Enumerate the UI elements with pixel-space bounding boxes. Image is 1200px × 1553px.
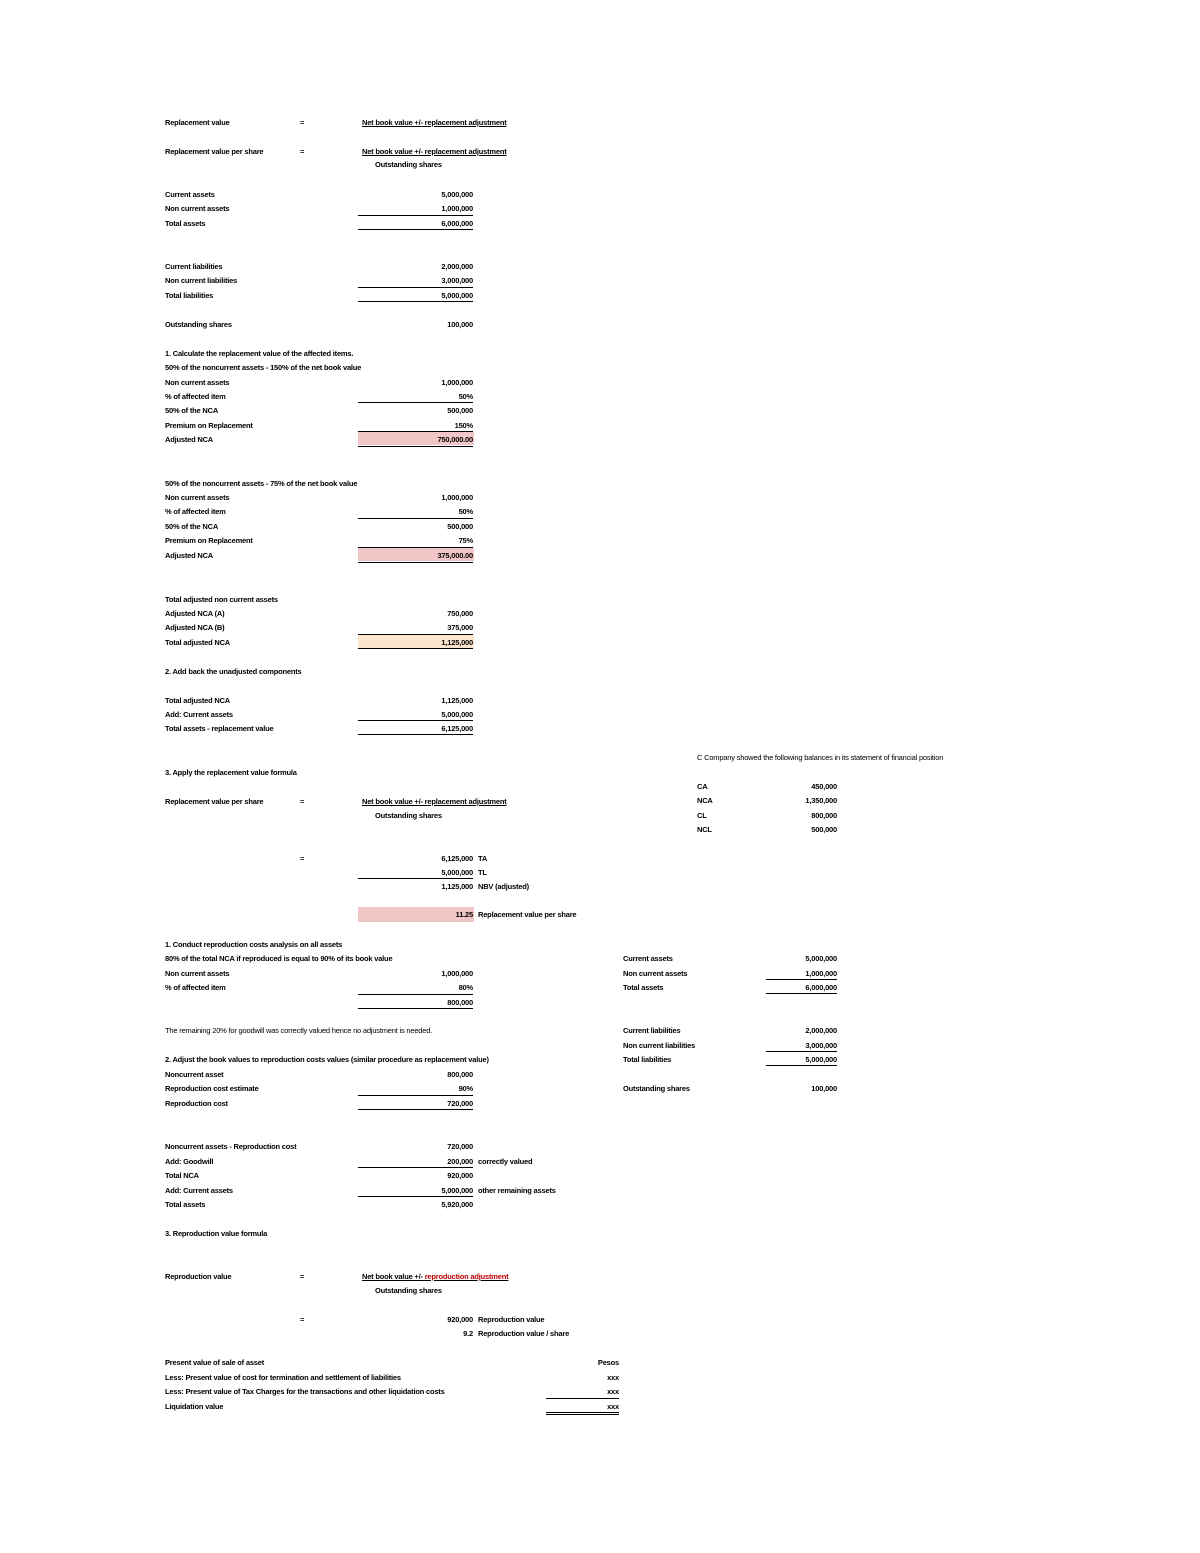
rule [358,648,473,649]
row-value: 75% [458,536,473,545]
numerator-text: Net book value +/- [362,1272,425,1281]
rule [358,431,473,432]
rule [358,1167,473,1168]
step3-title: 3. Apply the replacement value formula [165,768,297,777]
liq-label: Present value of sale of asset [165,1358,265,1367]
row-value: 1,000,000 [441,493,473,502]
os-label: Outstanding shares [165,320,232,329]
nca-label: Non current assets [165,204,230,213]
repro3-denominator: Outstanding shares [375,1286,442,1295]
row-label: Non current assets [165,969,230,978]
side-value: 3,000,000 [805,1041,837,1050]
row-label: Adjusted NCA [165,435,214,444]
side-label: Total liabilities [623,1055,672,1064]
row-note: other remaining assets [478,1186,556,1195]
result-value: 9.2 [463,1329,473,1338]
liq-label: Less: Present value of Tax Charges for the transactions and other liquidation costs [165,1387,445,1396]
row-label: Total adjusted NCA [165,638,231,647]
row-label: Reproduction cost estimate [165,1084,259,1093]
rule [766,1065,837,1066]
row-value: 750,000.00 [437,435,473,444]
liq-value: xxx [607,1373,619,1382]
equals-sign: = [300,854,305,863]
row-label: Non current assets [165,493,230,502]
row-label: 50% of the NCA [165,522,219,531]
row-label: Adjusted NCA (A) [165,609,225,618]
row-value: 375,000.00 [437,551,473,560]
row-label: Premium on Replacement [165,421,253,430]
liq-value: xxx [607,1387,619,1396]
side-value: 450,000 [811,782,837,791]
row-value: 80% [458,983,473,992]
rule [766,993,837,994]
row-label: Premium on Replacement [165,536,253,545]
rv-formula: Net book value +/- replacement adjustment [362,118,507,127]
row-label: Total assets [165,1200,206,1209]
rule [358,878,473,879]
row-value: 920,000 [447,1171,473,1180]
ta-label: Total assets [165,219,206,228]
row-label: % of affected item [165,507,226,516]
cl-label: Current liabilities [165,262,223,271]
side-value: 800,000 [811,811,837,820]
total-adjusted-title: Total adjusted non current assets [165,595,278,604]
tl-value: 5,000,000 [441,291,473,300]
row-label: Total assets - replacement value [165,724,274,733]
rule [358,734,473,735]
side-os-label: Outstanding shares [623,1084,690,1093]
step3-denominator: Outstanding shares [375,811,442,820]
row-label: % of affected item [165,392,226,401]
side-value: 5,000,000 [805,954,837,963]
equals-sign: = [300,797,305,806]
row-label: Noncurrent asset [165,1070,224,1079]
rvps-label: Replacement value per share [165,147,264,156]
row-value: 200,000 [447,1157,473,1166]
ta-value: 6,000,000 [441,219,473,228]
row-label: Non current assets [165,378,230,387]
result-value: 11.25 [455,910,473,919]
side-value: 5,000,000 [805,1055,837,1064]
calc-note: TL [478,868,487,877]
row-value: 50% [458,507,473,516]
rule [358,287,473,288]
result-label: Replacement value per share [478,910,577,919]
equals-sign: = [300,118,305,127]
row-value: 500,000 [447,406,473,415]
side-value: 2,000,000 [805,1026,837,1035]
repro3-numerator [362,1271,508,1282]
side-label: Current liabilities [623,1026,681,1035]
step1-title: 1. Calculate the replacement value of the affected items. [165,349,354,358]
row-label: Adjusted NCA (B) [165,623,225,632]
row-value: 1,000,000 [441,378,473,387]
rule [766,979,837,980]
side-label: Current assets [623,954,673,963]
row-value: 800,000 [447,1070,473,1079]
result-value: 920,000 [447,1315,473,1324]
rvps-denominator: Outstanding shares [375,160,442,169]
rule [358,562,473,563]
row-value: 500,000 [447,522,473,531]
rule [546,1412,619,1413]
rule [358,301,473,302]
row-value: 90% [458,1084,473,1093]
step3-numerator: Net book value +/- replacement adjustment [362,797,507,806]
row-value: 1,125,000 [441,696,473,705]
row-label: Reproduction cost [165,1099,228,1108]
rule [766,1051,837,1052]
pesos-header: Pesos [597,1358,619,1367]
calc-note: TA [478,854,488,863]
calc-note: NBV (adjusted) [478,882,529,891]
numerator-red-text: reproduction adjustment [424,1272,509,1281]
side-os-value: 100,000 [811,1084,837,1093]
repro1-sub: 80% of the total NCA if reproduced is equal to 90% of its book value [165,954,393,963]
rule [546,1398,619,1399]
row-value: 1,125,000 [441,638,473,647]
liq-label: Liquidation value [165,1402,224,1411]
row-value: 5,000,000 [441,710,473,719]
row-label: Total NCA [165,1171,199,1180]
row-label: Add: Current assets [165,1186,233,1195]
side-label: CA [697,782,708,791]
row-value: 50% [458,392,473,401]
liq-value: xxx [607,1402,619,1411]
step2-title: 2. Add back the unadjusted components [165,667,302,676]
row-label: Total adjusted NCA [165,696,231,705]
row-label: Add: Goodwill [165,1157,214,1166]
step1a-sub: 50% of the noncurrent assets - 150% of the net book value [165,363,362,372]
repro1-title: 1. Conduct reproduction costs analysis on all assets [165,940,343,949]
rule [358,229,473,230]
row-value: 6,125,000 [441,724,473,733]
side-label: Total assets [623,983,664,992]
rule [358,402,473,403]
nca-value: 1,000,000 [441,204,473,213]
side-value: 1,350,000 [805,796,837,805]
equals-sign: = [300,1315,305,1324]
repro1-note: The remaining 20% for goodwill was correctly valued hence no adjustment is needed. [165,1026,433,1035]
row-label: Adjusted NCA [165,551,214,560]
row-label: Noncurrent assets - Reproduction cost [165,1142,297,1151]
row-label: 50% of the NCA [165,406,219,415]
repro-value-label: Reproduction value [165,1272,232,1281]
side-value: 1,000,000 [805,969,837,978]
row-value: 720,000 [447,1099,473,1108]
rule [546,1414,619,1415]
rule [358,720,473,721]
equals-sign: = [300,1272,305,1281]
rule [358,1109,473,1110]
rvps-numerator: Net book value +/- replacement adjustment [362,147,507,156]
repro3-title: 3. Reproduction value formula [165,1229,268,1238]
rule [358,1095,473,1096]
repro2-title: 2. Adjust the book values to reproduction costs values (similar procedure as replacement value) [165,1055,489,1064]
row-value: 1,000,000 [441,969,473,978]
ncl-value: 3,000,000 [441,276,473,285]
rvps-label: Replacement value per share [165,797,264,806]
row-value: 375,000 [447,623,473,632]
rule [358,634,473,635]
os-value: 100,000 [447,320,473,329]
row-value: 150% [454,421,473,430]
ncl-label: Non current liabilities [165,276,238,285]
cl-value: 2,000,000 [441,262,473,271]
side-label: NCA [697,796,713,805]
calc-value: 1,125,000 [441,882,473,891]
rule [358,518,473,519]
row-value: 5,920,000 [441,1200,473,1209]
rule [358,1196,473,1197]
rule [358,1008,473,1009]
side-label: NCL [697,825,712,834]
rule [358,446,473,447]
rule [358,215,473,216]
row-value: 720,000 [447,1142,473,1151]
row-label: Add: Current assets [165,710,233,719]
rule [358,547,473,548]
calc-value: 6,125,000 [441,854,473,863]
side-value: 500,000 [811,825,837,834]
row-value: 750,000 [447,609,473,618]
side1-title: C Company showed the following balances in its statement of financial position [697,753,944,762]
liq-label: Less: Present value of cost for termination and settlement of liabilities [165,1373,401,1382]
result-label: Reproduction value [478,1315,545,1324]
side-value: 6,000,000 [805,983,837,992]
side-label: Non current assets [623,969,688,978]
step1b-sub: 50% of the noncurrent assets - 75% of the net book value [165,479,358,488]
calc-value: 5,000,000 [441,868,473,877]
row-value: 5,000,000 [441,1186,473,1195]
row-value: 800,000 [447,998,473,1007]
rv-label: Replacement value [165,118,230,127]
equals-sign: = [300,147,305,156]
ca-label: Current assets [165,190,215,199]
ca-value: 5,000,000 [441,190,473,199]
row-note: correctly valued [478,1157,533,1166]
row-label: % of affected item [165,983,226,992]
rule [358,994,473,995]
result-label: Reproduction value / share [478,1329,570,1338]
tl-label: Total liabilities [165,291,214,300]
side-label: Non current liabilities [623,1041,696,1050]
side-label: CL [697,811,707,820]
